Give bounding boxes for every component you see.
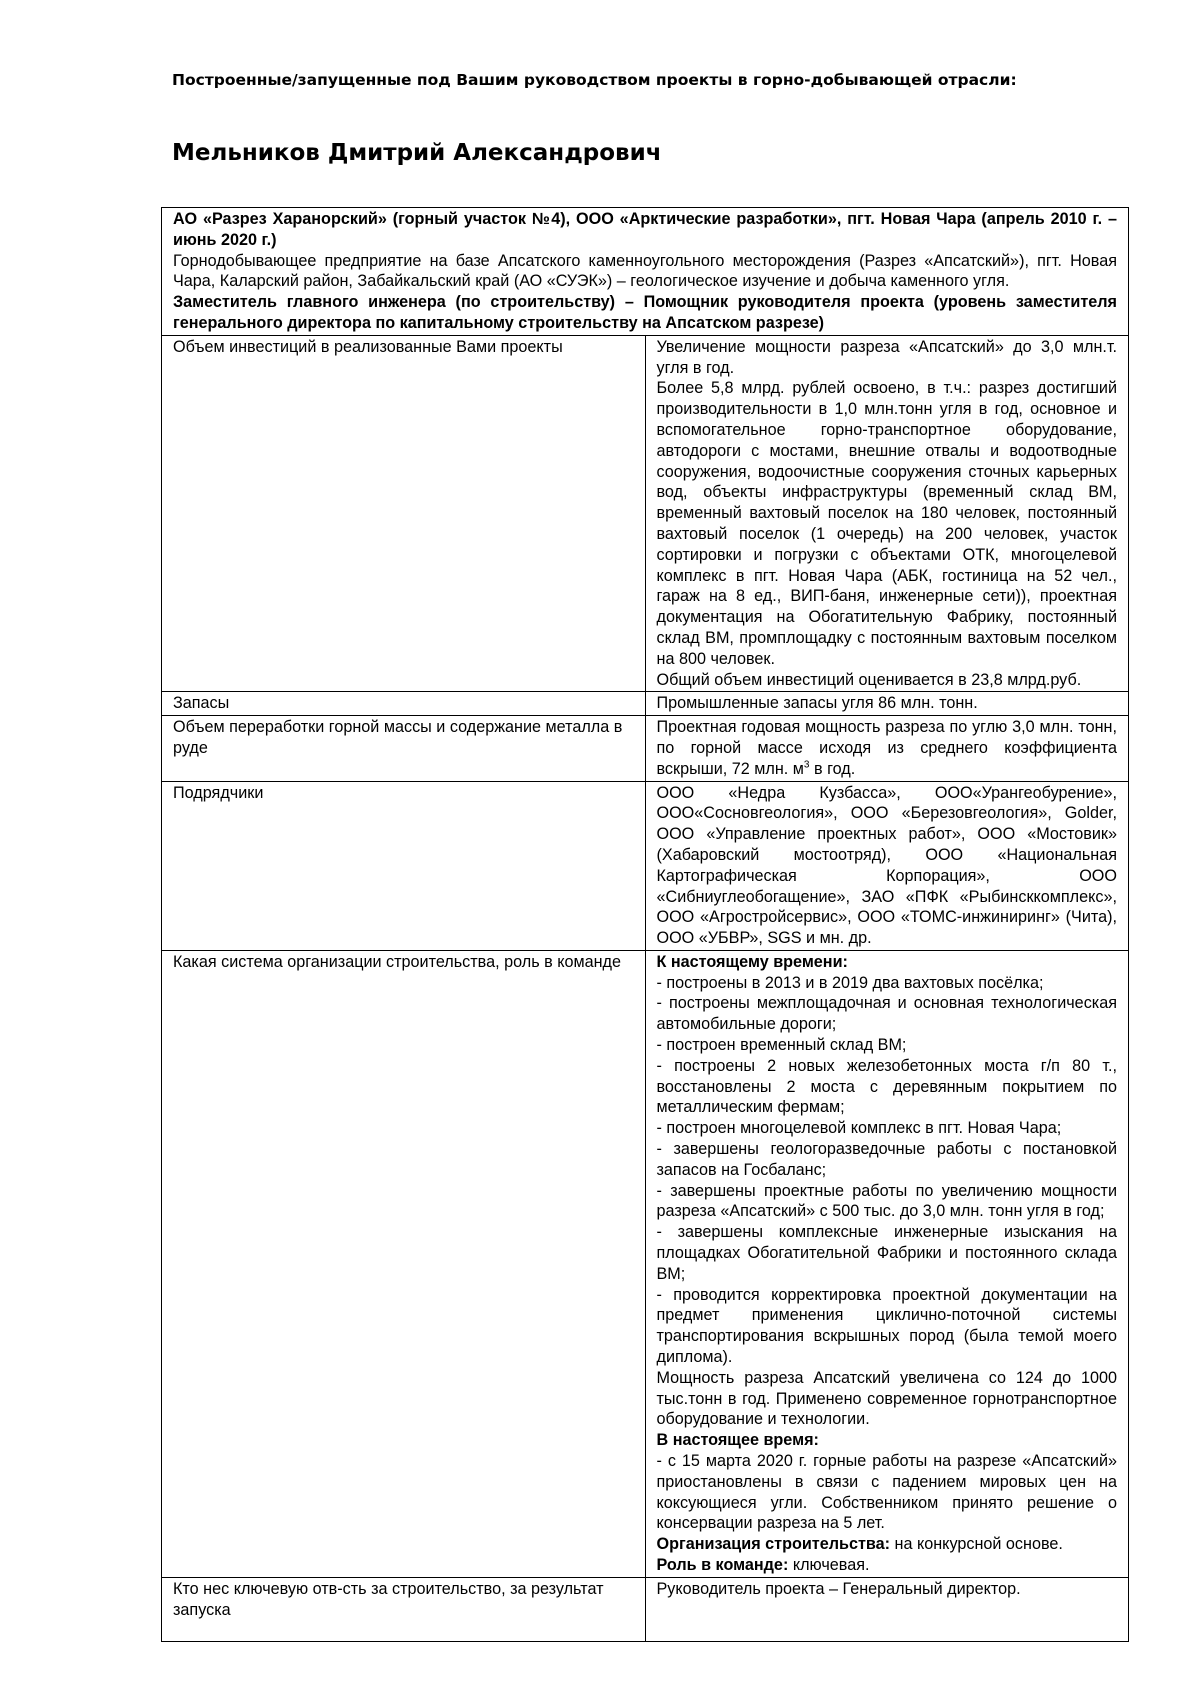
organization-summary: Мощность разреза Апсатский увеличена со 124 до 1000 тыс.тонн в год. Применено современное горнотранспортное оборудование и технологии.: [656, 1368, 1117, 1429]
current-text: - с 15 марта 2020 г. горные работы на разрезе «Апсатский» приостановлены в связи с падением мировых цен на коксующиеся угли. Собственником принято решение о консервации разреза на 5 лет.: [656, 1452, 1117, 1533]
row-value-investments: [645, 335, 1129, 692]
organization-method-label: Организация строительства:: [656, 1535, 891, 1554]
current-heading: В настоящее время:: [656, 1431, 819, 1450]
list-item: - построен многоцелевой комплекс в пгт. Новая Чара;: [656, 1119, 1062, 1138]
row-label-reserves: Запасы: [162, 692, 646, 716]
row-value-responsibility: Руководитель проекта – Генеральный директор.: [645, 1577, 1129, 1641]
table-row-processing: [162, 716, 1129, 781]
row-value-processing: [645, 716, 1129, 781]
organization-method: [657, 1534, 1118, 1555]
row-value-contractors: ООО «Недра Кузбасса», ООО«Урангеобурение», ООО«Сосновгеология», ООО «Березовгеология», Golder, ООО «Управление проектных работ», ООО «Мостовик» (Хабаровский мостоотряд), ООО «Национальная Картографическая Корпорация», ООО «Сибниуглеобогащение», ЗАО «ПФК «Рыбинсккомплекс», ООО «Агростройсервис», ООО «ТОМС-инжиниринг» (Чита), ООО «УБВР», SGS и мн. др.: [645, 781, 1129, 950]
project-header-cell: [162, 208, 1129, 336]
project-position: Заместитель главного инженера (по строительству) – Помощник руководителя проекта (уровень заместителя генерального директора по капитальному строительству на Апсатском разрезе): [173, 293, 1117, 332]
table-row-reserves: [162, 692, 1129, 716]
table-row-organization: [162, 950, 1129, 1577]
organization-method-value: на конкурсной основе.: [890, 1535, 1063, 1554]
project-table: [161, 207, 1129, 1642]
investments-line-1: Увеличение мощности разреза «Апсатский» до 3,0 млн.т. угля в год.: [656, 337, 1117, 377]
row-label-investments: Объем инвестиций в реализованные Вами проекты: [162, 335, 646, 692]
processing-text: Проектная годовая мощность разреза по углю 3,0 млн. тонн, по горной массе исходя из среднего коэффициента вскрыши, 72 млн. м: [656, 718, 1117, 778]
processing-text-end: в год.: [809, 759, 856, 778]
list-item: - проводится корректировка проектной документации на предмет применения циклично-поточной системы транспортирования вскрышных пород (была темой моего диплома).: [656, 1285, 1117, 1367]
row-value-organization: [645, 950, 1129, 1577]
team-role-value: ключевая.: [788, 1556, 870, 1574]
row-label-contractors: Подрядчики: [162, 781, 646, 950]
row-label-responsibility: Кто нес ключевую отв-сть за строительство, за результат запуска: [162, 1577, 646, 1641]
list-item: - завершены проектные работы по увеличению мощности разреза «Апсатский» с 500 тыс. до 3,0 млн. тонн угля в год;: [656, 1181, 1117, 1221]
list-item: - построены 2 новых железобетонных моста г/п 80 т., восстановлены 2 моста с деревянным покрытием по металлическим фермам;: [656, 1056, 1117, 1117]
row-label-organization: Какая система организации строительства, роль в команде: [162, 950, 646, 1577]
project-header-row: [162, 208, 1129, 336]
table-row-investments: [162, 335, 1129, 692]
team-role-label: Роль в команде:: [656, 1556, 789, 1574]
table-row-contractors: [162, 781, 1129, 950]
row-label-processing: Объем переработки горной массы и содержание металла в руде: [162, 716, 646, 781]
document-heading: Построенные/запущенные под Вашим руководством проекты в горно-добывающей отрасли:: [172, 71, 1017, 89]
project-company: АО «Разрез Харанорский» (горный участок №4), ООО «Арктические разработки», пгт. Новая Чара (апрель 2010 г. – июнь 2020 г.): [173, 210, 1117, 249]
list-item: - построены в 2013 и в 2019 два вахтовых посёлка;: [656, 973, 1044, 992]
list-item: - построены межплощадочная и основная технологическая автомобильные дороги;: [656, 994, 1117, 1034]
investments-line-3: Общий объем инвестиций оценивается в 23,8 млрд.руб.: [656, 670, 1082, 689]
row-value-reserves: Промышленные запасы угля 86 млн. тонн.: [645, 692, 1129, 716]
team-role: [657, 1555, 1118, 1576]
processing-superscript: 3: [803, 759, 810, 771]
person-name: Мельников Дмитрий Александрович: [172, 140, 662, 166]
list-item: - завершены геологоразведочные работы с постановкой запасов на Госбаланс;: [656, 1140, 1117, 1179]
table-row-responsibility: [162, 1577, 1129, 1641]
project-description: Горнодобывающее предприятие на базе Апсатского каменноугольного месторождения (Разрез «Апсатский»), пгт. Новая Чара, Каларский район, Забайкальский край (АО «СУЭК») – геологическое изучение и добыча каменного угля.: [173, 251, 1117, 291]
investments-line-2: Более 5,8 млрд. рублей освоено, в т.ч.: разрез достигший производительности в 1,0 млн.тонн угля в год, основное и вспомогательное горно-транспортное оборудование, автодороги с мостами, внешние отвалы и водоотводные сооружения, водоочистные сооружения сточных карьерных вод, объекты инфраструктуры (временный склад ВМ, временный вахтовый поселок на 180 человек, постоянный вахтовый поселок (1 очередь) на 200 человек, участок сортировки и погрузки с объектами ОТК, многоцелевой комплекс в пгт. Новая Чара (АБК, гостиница на 52 чел., гараж на 8 ед., ВИП-баня, инженерные сети)), проектная документация на Обогатительную Фабрику, постоянный склад ВМ, промплощадку с постоянным вахтовым поселком на 800 человек.: [656, 379, 1117, 668]
now-heading: К настоящему времени:: [656, 952, 848, 971]
list-item: - построен временный склад ВМ;: [656, 1036, 907, 1055]
list-item: - завершены комплексные инженерные изыскания на площадках Обогатительной Фабрики и постоянного склада ВМ;: [656, 1223, 1117, 1283]
